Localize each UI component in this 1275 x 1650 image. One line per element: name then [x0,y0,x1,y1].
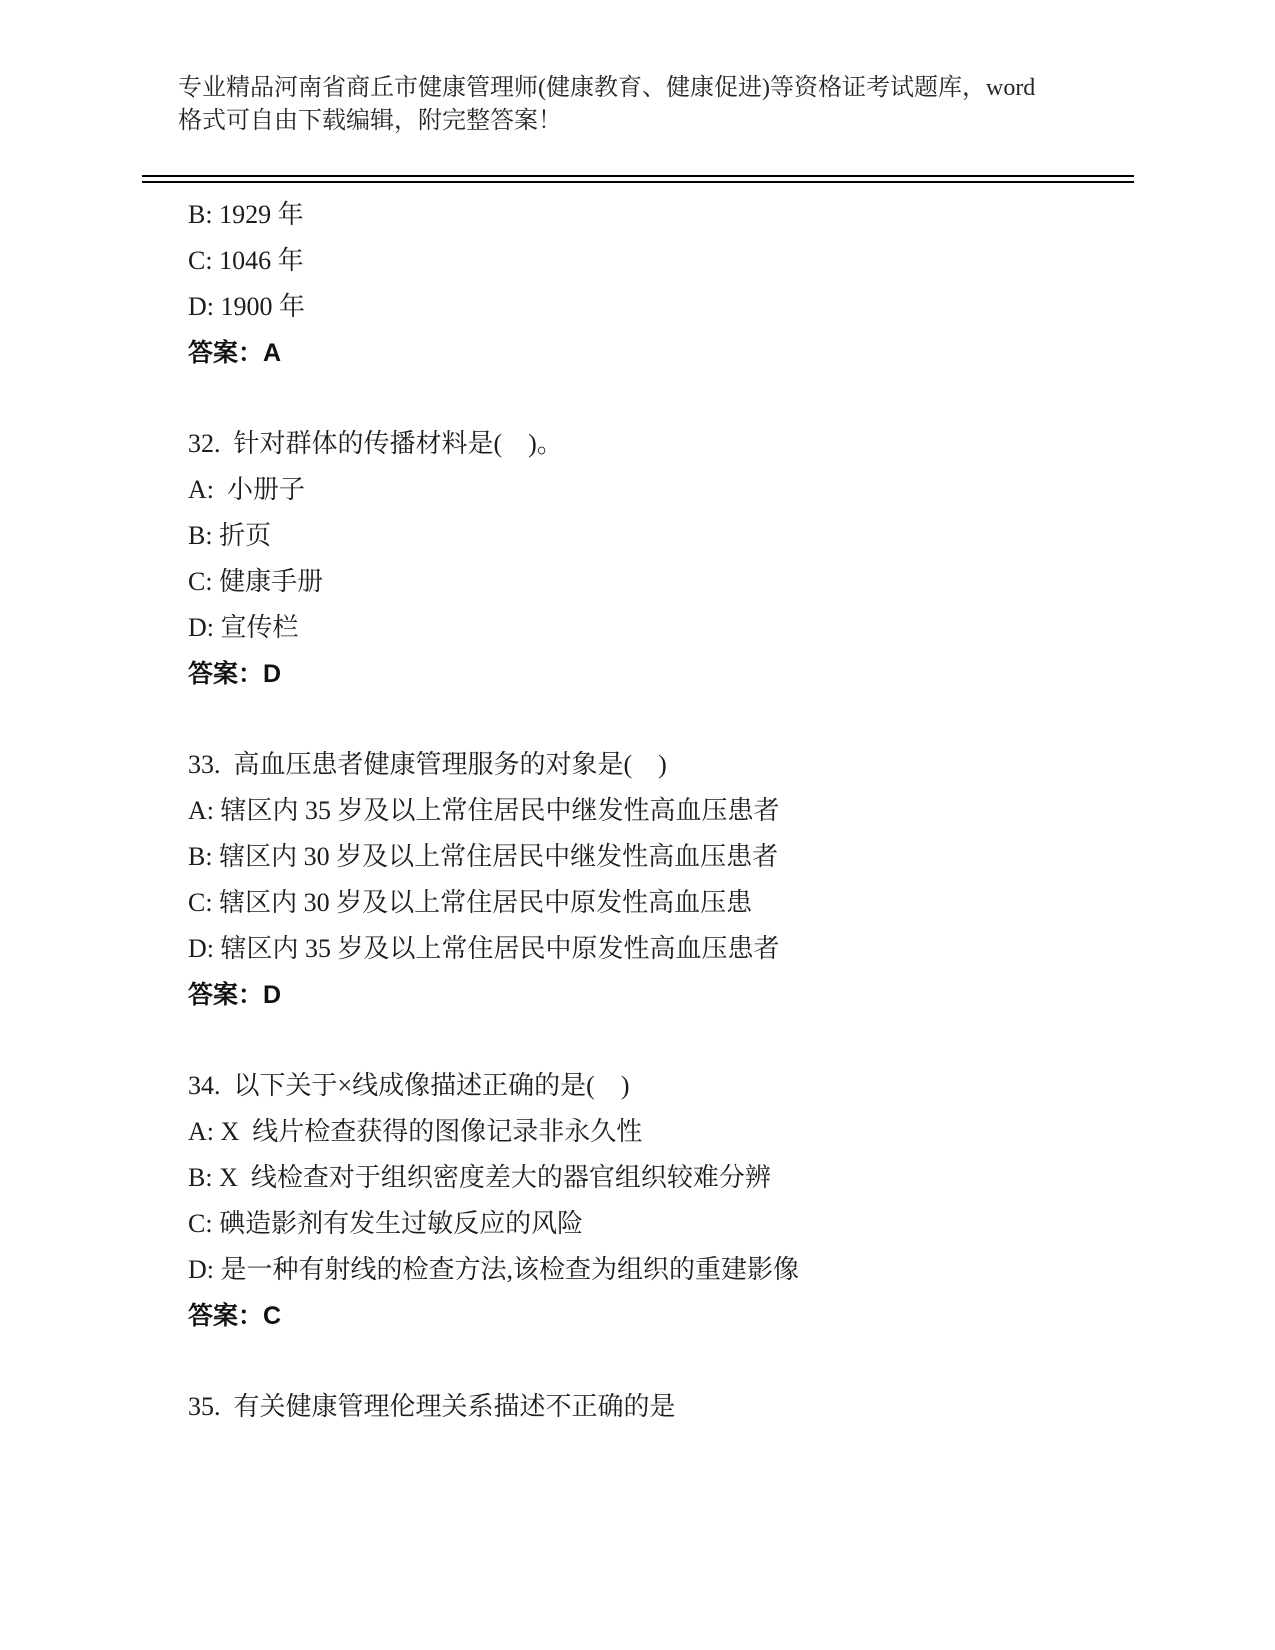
question-list [188,192,1158,1475]
option-line: A: X 线片检查获得的图像记录非永久性 [188,1117,643,1146]
answer-line: 答案：D [188,660,282,688]
option-line: B: X 线检查对于组织密度差大的器官组织较难分辨 [188,1163,771,1192]
answer-line: 答案：D [188,981,282,1009]
option-line: C: 辖区内 30 岁及以上常住居民中原发性高血压患 [188,888,753,917]
option-line: D: 1900 年 [188,292,306,321]
header-text-line-1: 专业精品河南省商丘市健康管理师(健康教育、健康促进)等资格证考试题库，word [178,75,1036,101]
question-title: 32. 针对群体的传播材料是( )。 [188,429,563,458]
option-line: D: 是一种有射线的检查方法,该检查为组织的重建影像 [188,1255,800,1284]
option-line: C: 1046 年 [188,246,304,275]
question-block [188,1384,1158,1430]
question-block [188,742,1158,1018]
page-header [178,72,1138,138]
option-line: D: 宣传栏 [188,613,299,642]
answer-line: 答案：A [188,339,282,367]
answer-line: 答案：C [188,1302,282,1330]
question-title: 34. 以下关于×线成像描述正确的是( ) [188,1071,630,1100]
header-divider-line [142,175,1134,183]
question-title: 33. 高血压患者健康管理服务的对象是( ) [188,750,667,779]
option-line: B: 1929 年 [188,200,304,229]
option-line: C: 健康手册 [188,567,324,596]
option-line: D: 辖区内 35 岁及以上常住居民中原发性高血压患者 [188,934,780,963]
option-line: A: 辖区内 35 岁及以上常住居民中继发性高血压患者 [188,796,780,825]
option-line: B: 折页 [188,521,272,550]
header-text-line-2: 格式可自由下载编辑，附完整答案！ [178,108,562,134]
option-line: C: 碘造影剂有发生过敏反应的风险 [188,1209,584,1238]
option-line: B: 辖区内 30 岁及以上常住居民中继发性高血压患者 [188,842,779,871]
question-block [188,192,1158,376]
option-line: A: 小册子 [188,475,306,504]
question-block [188,421,1158,697]
question-title: 35. 有关健康管理伦理关系描述不正确的是 [188,1392,676,1421]
question-block [188,1063,1158,1339]
